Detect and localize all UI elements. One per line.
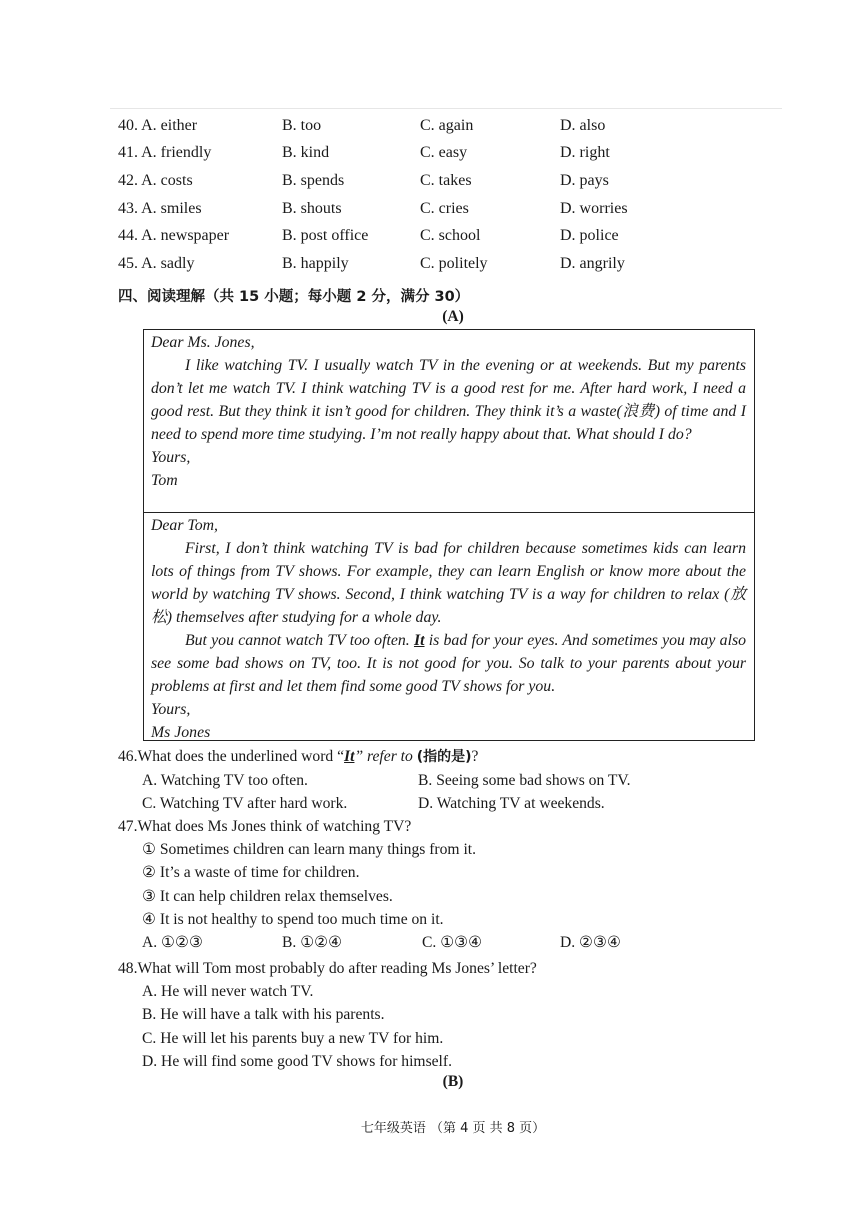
page-footer: 七年级英语 （第 4 页 共 8 页）	[360, 1121, 546, 1136]
option-row-41	[118, 140, 718, 168]
question-stem: 48.What will Tom most probably do after reading Ms Jones’ letter?	[118, 960, 537, 977]
option: 41. A. friendly	[118, 144, 212, 162]
stem-text: 46.What does the underlined word “	[118, 748, 345, 765]
question-48	[118, 957, 537, 1073]
stem-underlined-word: It	[344, 748, 355, 765]
answer-row	[118, 792, 631, 815]
option: B. happily	[282, 254, 349, 272]
statement-4: ④ It is not healthy to spend too much time on it.	[142, 910, 444, 928]
statement-3: ③ It can help children relax themselves.	[142, 887, 393, 905]
answer-c: C. He will let his parents buy a new TV for him.	[142, 1029, 444, 1047]
option: 44. A. newspaper	[118, 227, 230, 245]
option: B. post office	[282, 227, 369, 245]
option-row-43	[118, 195, 718, 223]
option: B. too	[282, 116, 322, 134]
question-stem: 47.What does Ms Jones think of watching TV?	[118, 818, 412, 835]
section-title: 四、阅读理解（共 15 小题；每小题 2 分，满分 30）	[118, 289, 470, 305]
answer-b: B. Seeing some bad shows on TV.	[418, 772, 631, 790]
option: D. right	[560, 144, 610, 162]
answer-a: A. He will never watch TV.	[142, 983, 314, 1001]
question-stem	[118, 745, 631, 769]
answer-b: B. He will have a talk with his parents.	[142, 1006, 385, 1024]
statement-1: ① Sometimes children can learn many things from it.	[142, 841, 477, 859]
option: 40. A. either	[118, 116, 198, 134]
header-rule	[110, 108, 782, 109]
option: B. spends	[282, 171, 345, 189]
letter-greeting: Dear Tom,	[151, 517, 219, 534]
part-a-label: (A)	[442, 308, 464, 325]
option: D. worries	[560, 199, 628, 217]
question-46	[118, 745, 631, 816]
answer-a: A. Watching TV too often.	[142, 772, 308, 790]
answer-c: C. ①③④	[422, 934, 483, 952]
letter-greeting: Dear Ms. Jones,	[151, 334, 255, 351]
letter-closing: Yours,	[151, 449, 191, 466]
option: C. school	[420, 227, 481, 245]
option-row-44	[118, 222, 718, 250]
stem-text: ” refer to	[354, 748, 413, 765]
option: D. also	[560, 116, 606, 134]
underlined-word-it: It	[413, 632, 425, 649]
letter-signature: Ms Jones	[151, 724, 211, 741]
letter-from-tom	[143, 329, 755, 513]
option-row-42	[118, 167, 718, 195]
option: D. pays	[560, 171, 609, 189]
answer-c: C. Watching TV after hard work.	[142, 795, 348, 813]
option: C. takes	[420, 171, 472, 189]
option: C. easy	[420, 144, 468, 162]
letter-body: I like watching TV. I usually watch TV in the evening or at weekends. But my parents don’t let me watch TV. I think watching TV is a good rest for me. After hard work, I need a good rest. But they think it isn’t good for children. They think it’s a waste(浪费) of time and I need to spend more time studying. I’m not really happy about that. What should I do?	[151, 357, 746, 443]
para2-pre: But you cannot watch TV too often.	[185, 632, 410, 649]
option: 42. A. costs	[118, 171, 193, 189]
option: B. kind	[282, 144, 330, 162]
answer-b: B. ①②④	[282, 934, 343, 952]
option: C. cries	[420, 199, 469, 217]
stem-cn: (指的是)	[416, 749, 472, 765]
option: 43. A. smiles	[118, 199, 202, 217]
option: B. shouts	[282, 199, 342, 217]
cloze-options	[118, 112, 718, 278]
answer-d: D. ②③④	[560, 934, 621, 952]
option: D. police	[560, 227, 619, 245]
part-b-label: (B)	[442, 1073, 464, 1090]
answer-d: D. Watching TV at weekends.	[418, 795, 605, 813]
option-row-40	[118, 112, 718, 140]
answer-row	[118, 931, 700, 954]
letter-from-ms-jones	[143, 512, 755, 741]
statement-2: ② It’s a waste of time for children.	[142, 864, 360, 882]
option: C. again	[420, 116, 474, 134]
option: 45. A. sadly	[118, 254, 195, 272]
option: C. politely	[420, 254, 488, 272]
letter-paragraph-2	[151, 629, 746, 698]
letter-closing: Yours,	[151, 701, 191, 718]
answer-row	[118, 769, 631, 792]
answer-d: D. He will find some good TV shows for himself.	[142, 1052, 452, 1070]
option: D. angrily	[560, 254, 625, 272]
option-row-45	[118, 250, 718, 278]
question-47	[118, 815, 700, 954]
stem-end: ?	[471, 748, 479, 765]
letter-signature: Tom	[151, 472, 178, 489]
answer-a: A. ①②③	[142, 934, 203, 952]
letter-paragraph-1: First, I don’t think watching TV is bad for children because sometimes kids can learn lots of things from TV shows. For example, they can learn English or know more about the world by watching TV shows. Second, I think watching TV is a way for children to relax (放松) themselves after studying for a whole day.	[151, 540, 746, 626]
para2-post: is bad for your eyes. And sometimes you may also see some bad shows on TV, too. It is not good for you. So talk to your parents about your problems at first and let them find some good TV shows for you.	[151, 632, 746, 695]
